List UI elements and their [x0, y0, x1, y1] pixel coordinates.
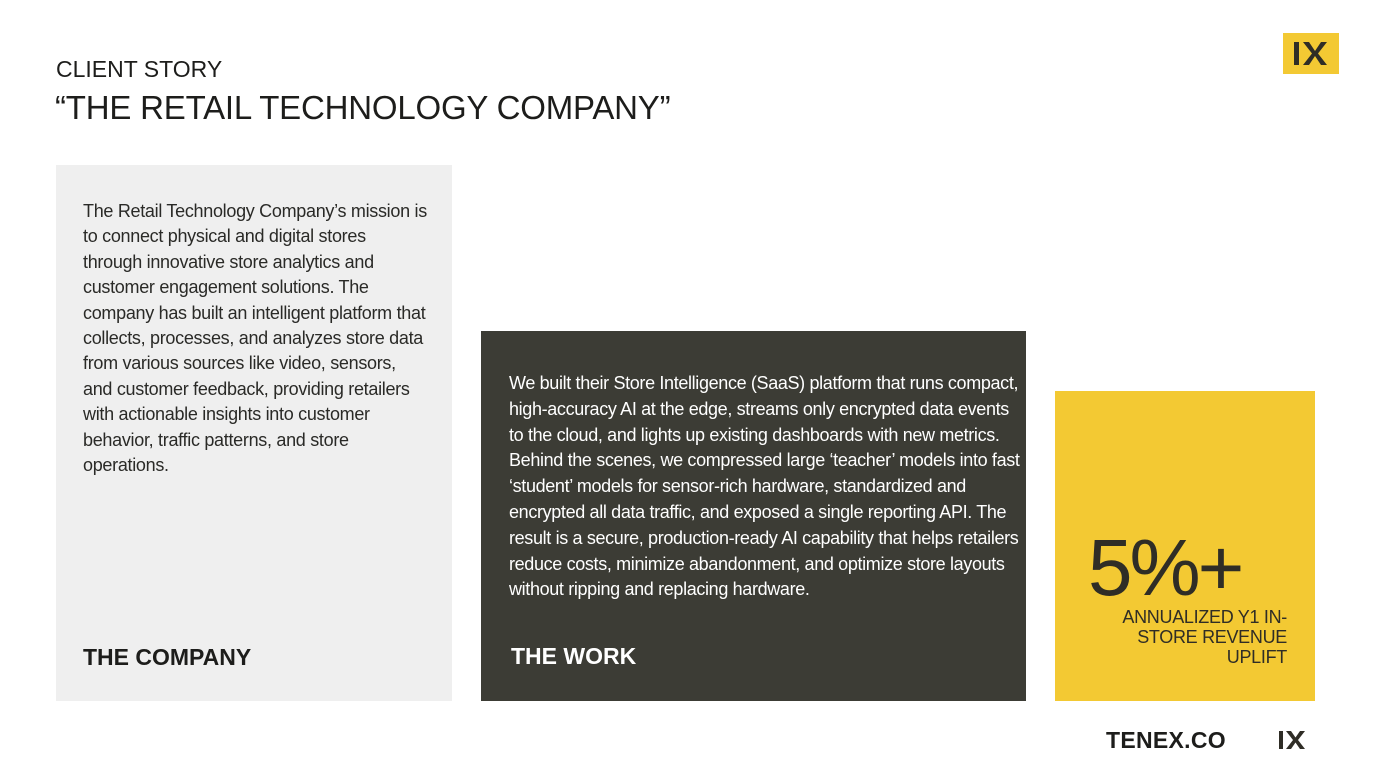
eyebrow-label: CLIENT STORY [56, 56, 223, 82]
ix-logo-icon [1279, 731, 1307, 749]
company-description: The Retail Technology Company’s mission is to connect physical and digital stores through innovative store analytics and customer engagement solutions. The company has built an intelligent platform that collects, processes, and analyzes store data from various sources like video, sensors, and customer feedback, providing retailers with actionable insights into customer behavior, traffic patterns, and store operations. [83, 201, 427, 476]
work-description: We built their Store Intelligence (SaaS) platform that runs compact, high-accuracy AI at the edge, streams only encrypted data events to the cloud, and lights up existing dashboards with new metrics. Behind the scenes, we compressed large ‘teacher’ models into fast ‘student’ models for sensor-rich hardware, standardized and encrypted all data traffic, and exposed a single reporting API. The result is a secure, production-ready AI capability that helps retailers reduce costs, minimize abandonment, and optimize store layouts without ripping and replacing hardware. [509, 373, 1020, 600]
footer-logo [1279, 731, 1307, 749]
company-card-label: THE COMPANY [83, 644, 252, 670]
brand-logo-badge [1283, 33, 1339, 74]
stat-value: 5%+ [1088, 523, 1242, 612]
footer-brand-name: TENEX.CO [1106, 727, 1226, 753]
stat-card [1055, 391, 1315, 701]
work-card [481, 331, 1026, 701]
ix-logo-icon [1283, 33, 1339, 74]
work-card-label: THE WORK [511, 643, 637, 669]
page-title: “THE RETAIL TECHNOLOGY COMPANY” [55, 89, 671, 126]
stat-caption: ANNUALIZED Y1 IN-STORE REVENUE UPLIFT [1122, 607, 1287, 667]
company-card [56, 165, 452, 701]
